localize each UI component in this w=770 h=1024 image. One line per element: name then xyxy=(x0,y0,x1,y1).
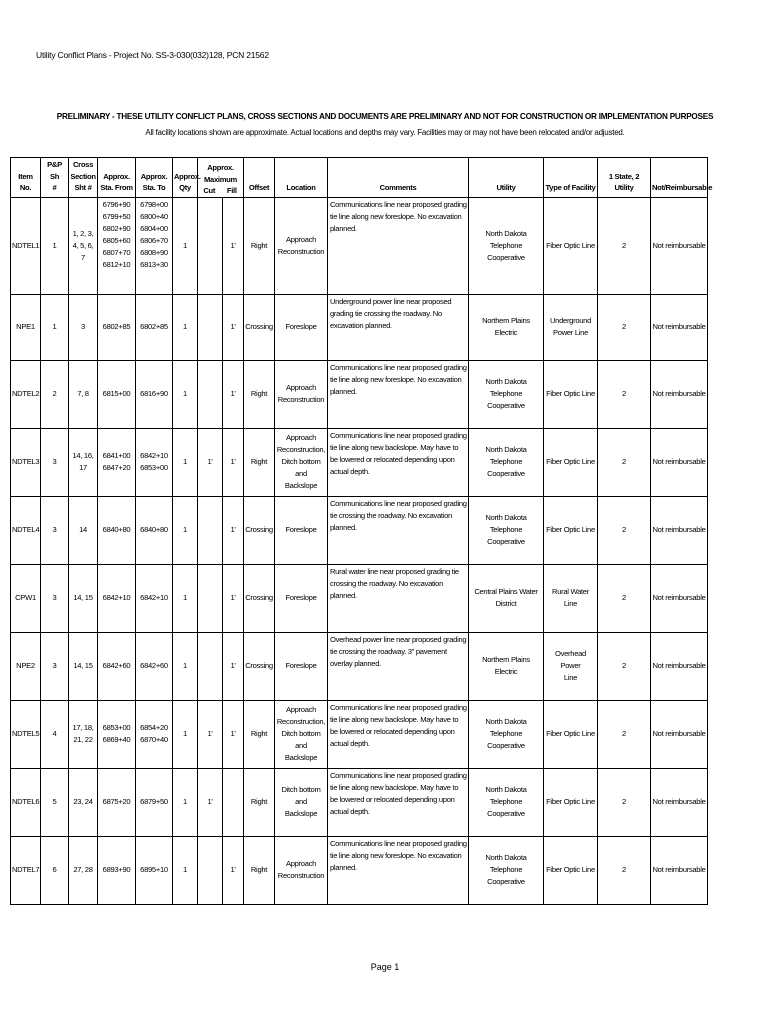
cell-utility: North Dakota Telephone Cooperative xyxy=(469,428,544,496)
cell-state-utility: 2 xyxy=(598,836,651,904)
cell-qty: 1 xyxy=(173,428,198,496)
cell-comments: Overhead power line near proposed grading tie crossing the roadway. 3" pavement overlay planned. xyxy=(328,632,469,700)
cell-location: Approach Reconstruction, Ditch bottom and Backslope xyxy=(275,428,328,496)
cell-qty: 1 xyxy=(173,197,198,294)
cell-state-utility: 2 xyxy=(598,360,651,428)
cell-pp-sheet: 3 xyxy=(41,496,69,564)
cell-offset: Right xyxy=(244,428,275,496)
cell-sta-to: 6842+10 xyxy=(136,564,173,632)
cell-cross-section: 14, 16, 17 xyxy=(69,428,98,496)
cell-cut xyxy=(198,197,223,294)
cell-reimbursable: Not reimbursable xyxy=(651,836,708,904)
cell-state-utility: 2 xyxy=(598,428,651,496)
cell-utility: North Dakota Telephone Cooperative xyxy=(469,768,544,836)
cell-reimbursable: Not reimbursable xyxy=(651,564,708,632)
cell-sta-to: 6816+90 xyxy=(136,360,173,428)
cell-location: Ditch bottom and Backslope xyxy=(275,768,328,836)
cell-fill: 1' xyxy=(223,496,244,564)
table-row xyxy=(11,197,708,294)
cell-sta-from: 6875+20 xyxy=(98,768,136,836)
cell-utility: Central Plains Water District xyxy=(469,564,544,632)
table-row xyxy=(11,496,708,564)
cell-sta-to: 6840+80 xyxy=(136,496,173,564)
table-row xyxy=(11,564,708,632)
cell-utility: North Dakota Telephone Cooperative xyxy=(469,836,544,904)
cell-comments: Communications line near proposed grading tie crossing the roadway. No excavation planned. xyxy=(328,496,469,564)
cell-sta-from: 6853+00 6869+40 xyxy=(98,700,136,768)
cell-cross-section: 27, 28 xyxy=(69,836,98,904)
cell-sta-to: 6842+10 6853+00 xyxy=(136,428,173,496)
cell-offset: Crossing xyxy=(244,294,275,360)
col-item-no: Item No. xyxy=(11,158,41,198)
table-row xyxy=(11,768,708,836)
cell-state-utility: 2 xyxy=(598,564,651,632)
col-reimbursable: Not/Reimbursable xyxy=(651,158,708,198)
cell-cross-section: 1, 2, 3, 4, 5, 6, 7 xyxy=(69,197,98,294)
cell-offset: Crossing xyxy=(244,632,275,700)
col-state-utility: 1 State, 2 Utility xyxy=(598,158,651,198)
cell-offset: Right xyxy=(244,360,275,428)
cell-facility-type: Fiber Optic Line xyxy=(544,197,598,294)
cell-item-no: CPW1 xyxy=(11,564,41,632)
cell-facility-type: Fiber Optic Line xyxy=(544,768,598,836)
cell-reimbursable: Not reimbursable xyxy=(651,428,708,496)
cell-cross-section: 7, 8 xyxy=(69,360,98,428)
cell-cut xyxy=(198,360,223,428)
table-header-row xyxy=(11,158,708,198)
cell-facility-type: Fiber Optic Line xyxy=(544,428,598,496)
col-qty: Approx. Qty xyxy=(173,158,198,198)
cell-fill: 1' xyxy=(223,197,244,294)
cell-fill: 1' xyxy=(223,700,244,768)
cell-fill: 1' xyxy=(223,294,244,360)
col-cross-section: Cross Section Sht # xyxy=(69,158,98,198)
cell-facility-type: Fiber Optic Line xyxy=(544,496,598,564)
cell-facility-type: Overhead Power Line xyxy=(544,632,598,700)
cell-utility: North Dakota Telephone Cooperative xyxy=(469,496,544,564)
cell-item-no: NDTEL3 xyxy=(11,428,41,496)
cell-cut xyxy=(198,294,223,360)
cell-sta-from: 6840+80 xyxy=(98,496,136,564)
cell-pp-sheet: 3 xyxy=(41,632,69,700)
cell-pp-sheet: 4 xyxy=(41,700,69,768)
cell-comments: Communications line near proposed grading tie line along new backslope. May have to be lowered or relocated depending upon actual depth. xyxy=(328,700,469,768)
cell-pp-sheet: 1 xyxy=(41,294,69,360)
cell-sta-to: 6798+00 6800+40 6804+00 6806+70 6808+90 6813+30 xyxy=(136,197,173,294)
cell-location: Foreslope xyxy=(275,496,328,564)
cell-fill: 1' xyxy=(223,360,244,428)
cell-utility: Northern Plains Electric xyxy=(469,294,544,360)
cell-qty: 1 xyxy=(173,360,198,428)
cell-location: Approach Reconstruction xyxy=(275,836,328,904)
col-comments: Comments xyxy=(328,158,469,198)
col-facility-type: Type of Facility xyxy=(544,158,598,198)
cell-utility: North Dakota Telephone Cooperative xyxy=(469,197,544,294)
cell-sta-to: 6895+10 xyxy=(136,836,173,904)
cell-sta-from: 6841+00 6847+20 xyxy=(98,428,136,496)
cell-sta-from: 6796+90 6799+50 6802+90 6805+60 6807+70 6812+10 xyxy=(98,197,136,294)
cell-utility: North Dakota Telephone Cooperative xyxy=(469,360,544,428)
cell-offset: Crossing xyxy=(244,496,275,564)
cell-comments: Communications line near proposed grading tie line along new backslope. May have to be lowered or relocated depending upon actual depth. xyxy=(328,428,469,496)
cell-qty: 1 xyxy=(173,496,198,564)
cell-qty: 1 xyxy=(173,632,198,700)
cell-offset: Right xyxy=(244,836,275,904)
cell-item-no: NPE1 xyxy=(11,294,41,360)
cell-cut: 1' xyxy=(198,700,223,768)
cell-offset: Crossing xyxy=(244,564,275,632)
cell-sta-from: 6893+90 xyxy=(98,836,136,904)
cell-fill: 1' xyxy=(223,836,244,904)
cell-offset: Right xyxy=(244,197,275,294)
col-cut-label: Cut xyxy=(203,186,216,195)
preliminary-notice-subtitle: All facility locations shown are approximate. Actual locations and depths may vary. Facilities may or may not have been relocated and/or adjusted. xyxy=(145,128,625,137)
cell-reimbursable: Not reimbursable xyxy=(651,700,708,768)
cell-reimbursable: Not reimbursable xyxy=(651,360,708,428)
cell-qty: 1 xyxy=(173,768,198,836)
cell-fill: 1' xyxy=(223,428,244,496)
cell-sta-from: 6802+85 xyxy=(98,294,136,360)
cell-offset: Right xyxy=(244,700,275,768)
cell-location: Approach Reconstruction xyxy=(275,360,328,428)
cell-facility-type: Rural Water Line xyxy=(544,564,598,632)
cell-reimbursable: Not reimbursable xyxy=(651,197,708,294)
cell-sta-from: 6815+00 xyxy=(98,360,136,428)
cell-cross-section: 14 xyxy=(69,496,98,564)
cell-location: Foreslope xyxy=(275,632,328,700)
cell-sta-to: 6854+20 6870+40 xyxy=(136,700,173,768)
col-cut xyxy=(198,158,244,198)
cell-pp-sheet: 3 xyxy=(41,428,69,496)
cell-pp-sheet: 1 xyxy=(41,197,69,294)
cell-item-no: NDTEL4 xyxy=(11,496,41,564)
cell-comments: Communications line near proposed grading tie line along new foreslope. No excavation planned. xyxy=(328,360,469,428)
table-row xyxy=(11,836,708,904)
table-row xyxy=(11,700,708,768)
cell-state-utility: 2 xyxy=(598,768,651,836)
cell-qty: 1 xyxy=(173,836,198,904)
cell-sta-to: 6879+50 xyxy=(136,768,173,836)
cell-comments: Communications line near proposed grading tie line along new foreslope. No excavation planned. xyxy=(328,836,469,904)
cell-sta-from: 6842+10 xyxy=(98,564,136,632)
cell-item-no: NDTEL2 xyxy=(11,360,41,428)
cell-fill: 1' xyxy=(223,564,244,632)
cell-facility-type: Fiber Optic Line xyxy=(544,700,598,768)
table-row xyxy=(11,294,708,360)
table-row xyxy=(11,428,708,496)
cell-comments: Communications line near proposed grading tie line along new foreslope. No excavation planned. xyxy=(328,197,469,294)
col-sta-from: Approx. Sta. From xyxy=(98,158,136,198)
cell-pp-sheet: 5 xyxy=(41,768,69,836)
cell-sta-from: 6842+60 xyxy=(98,632,136,700)
cell-facility-type: Underground Power Line xyxy=(544,294,598,360)
cell-location: Foreslope xyxy=(275,294,328,360)
cell-item-no: NDTEL5 xyxy=(11,700,41,768)
cell-qty: 1 xyxy=(173,294,198,360)
cell-comments: Underground power line near proposed grading tie crossing the roadway. No excavation planned. xyxy=(328,294,469,360)
cell-fill: 1' xyxy=(223,632,244,700)
cell-pp-sheet: 6 xyxy=(41,836,69,904)
cell-item-no: NPE2 xyxy=(11,632,41,700)
cell-item-no: NDTEL7 xyxy=(11,836,41,904)
cell-reimbursable: Not reimbursable xyxy=(651,496,708,564)
cell-location: Foreslope xyxy=(275,564,328,632)
cell-item-no: NDTEL1 xyxy=(11,197,41,294)
cell-reimbursable: Not reimbursable xyxy=(651,294,708,360)
cell-cut: 1' xyxy=(198,768,223,836)
cell-fill xyxy=(223,768,244,836)
col-depth-group: Approx. Maximum xyxy=(204,163,237,184)
cell-utility: North Dakota Telephone Cooperative xyxy=(469,700,544,768)
cell-cut: 1' xyxy=(198,428,223,496)
cell-reimbursable: Not reimbursable xyxy=(651,768,708,836)
cell-location: Approach Reconstruction, Ditch bottom and Backslope xyxy=(275,700,328,768)
cell-sta-to: 6802+85 xyxy=(136,294,173,360)
cell-cut xyxy=(198,564,223,632)
cell-location: Approach Reconstruction xyxy=(275,197,328,294)
cell-cut xyxy=(198,496,223,564)
cell-pp-sheet: 2 xyxy=(41,360,69,428)
cell-cut xyxy=(198,632,223,700)
cell-reimbursable: Not reimbursable xyxy=(651,632,708,700)
cell-state-utility: 2 xyxy=(598,700,651,768)
cell-item-no: NDTEL6 xyxy=(11,768,41,836)
cell-cross-section: 23, 24 xyxy=(69,768,98,836)
cell-cross-section: 14, 15 xyxy=(69,564,98,632)
cell-state-utility: 2 xyxy=(598,197,651,294)
cell-state-utility: 2 xyxy=(598,632,651,700)
table-row xyxy=(11,632,708,700)
cell-cross-section: 14, 15 xyxy=(69,632,98,700)
cell-state-utility: 2 xyxy=(598,294,651,360)
page-number: Page 1 xyxy=(370,962,400,972)
cell-qty: 1 xyxy=(173,564,198,632)
col-sta-to: Approx. Sta. To xyxy=(136,158,173,198)
cell-pp-sheet: 3 xyxy=(41,564,69,632)
cell-comments: Rural water line near proposed grading tie crossing the roadway. No excavation planned. xyxy=(328,564,469,632)
utility-conflict-table xyxy=(10,157,713,905)
col-pp-sheet: P&P Sh # xyxy=(41,158,69,198)
col-fill-label: Fill xyxy=(226,186,237,195)
project-header: Utility Conflict Plans - Project No. SS-3-030(032)128, PCN 21562 xyxy=(36,50,269,60)
cell-utility: Northern Plains Electric xyxy=(469,632,544,700)
cell-facility-type: Fiber Optic Line xyxy=(544,360,598,428)
cell-cross-section: 17, 18, 21, 22 xyxy=(69,700,98,768)
col-location: Location xyxy=(275,158,328,198)
cell-cut xyxy=(198,836,223,904)
cell-qty: 1 xyxy=(173,700,198,768)
cell-cross-section: 3 xyxy=(69,294,98,360)
cell-facility-type: Fiber Optic Line xyxy=(544,836,598,904)
cell-offset: Right xyxy=(244,768,275,836)
table-row xyxy=(11,360,708,428)
cell-comments: Communications line near proposed grading tie line along new backslope. May have to be lowered or relocated depending upon actual depth. xyxy=(328,768,469,836)
cell-sta-to: 6842+60 xyxy=(136,632,173,700)
preliminary-notice-title: PRELIMINARY - THESE UTILITY CONFLICT PLANS, CROSS SECTIONS AND DOCUMENTS ARE PRELIMINARY AND NOT FOR CONSTRUCTION OR IMPLEMENTATION PURPOSES xyxy=(56,112,714,121)
col-utility: Utility xyxy=(469,158,544,198)
cell-state-utility: 2 xyxy=(598,496,651,564)
col-offset: Offset xyxy=(244,158,275,198)
